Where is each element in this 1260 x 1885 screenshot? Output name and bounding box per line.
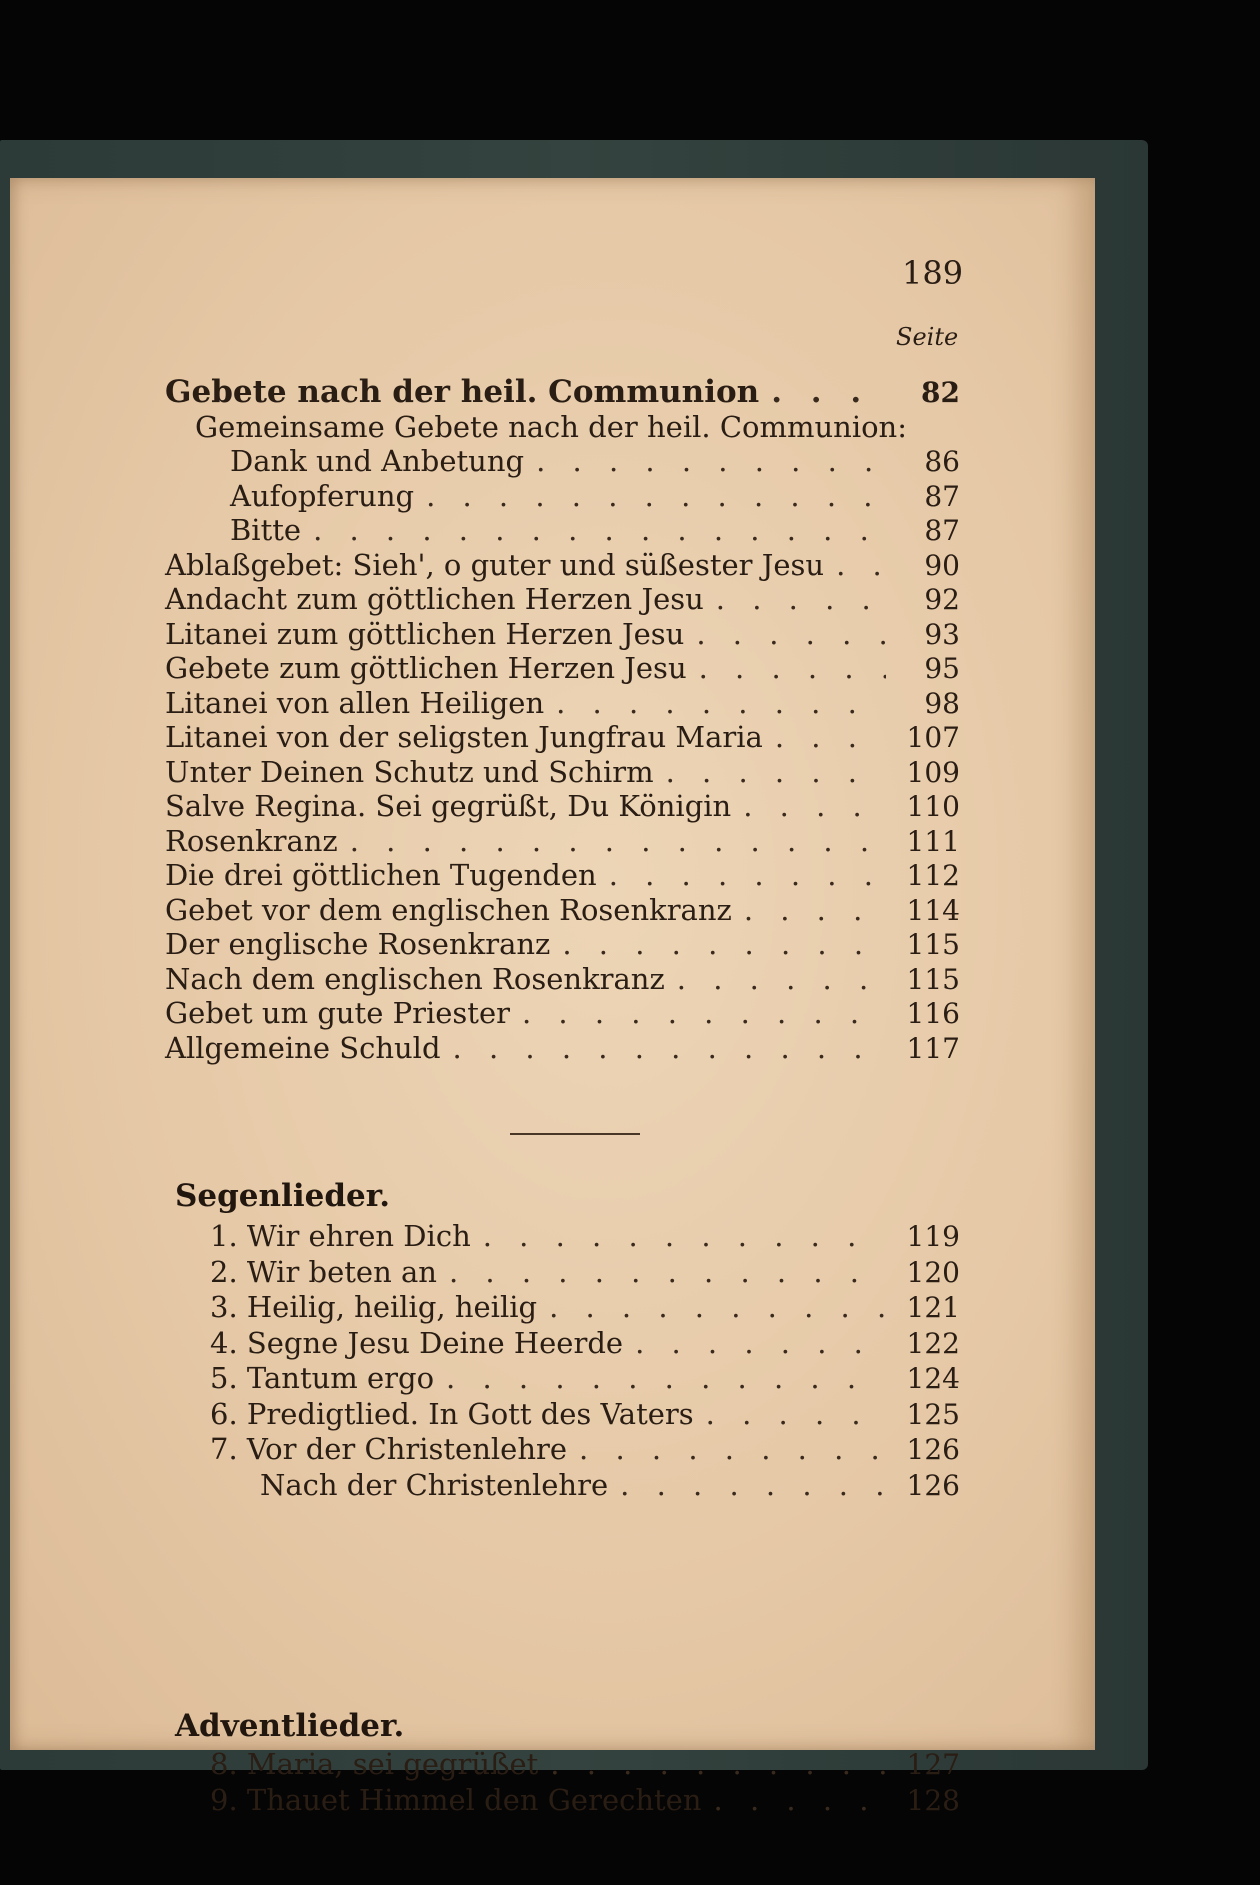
toc-entry-title: Ablaßgebet: Sieh', o guter und süßester Jesu xyxy=(165,547,825,582)
toc-entry xyxy=(210,1396,960,1432)
dot-leader xyxy=(620,1467,886,1503)
toc-entry-title: 9. Thauet Himmel den Gerechten xyxy=(210,1782,702,1817)
toc-entry xyxy=(210,1431,960,1467)
toc-entry xyxy=(165,823,960,859)
dot-leader xyxy=(836,547,886,583)
toc-entry-page: 114 xyxy=(906,893,960,927)
toc-entry xyxy=(165,650,960,686)
toc-entry-title: 1. Wir ehren Dich xyxy=(210,1219,471,1253)
toc-entry-title: Bitte xyxy=(230,513,302,547)
toc-entry-page: 127 xyxy=(906,1748,960,1781)
dot-leader xyxy=(483,1218,886,1254)
toc-entry-page: 117 xyxy=(906,1031,960,1065)
dot-leader xyxy=(743,788,886,824)
toc-entry-title: 2. Wir beten an xyxy=(210,1254,437,1289)
toc-entry-title: 7. Vor der Christenlehre xyxy=(210,1432,568,1466)
toc-entry xyxy=(210,1746,960,1782)
dot-leader xyxy=(550,1746,886,1782)
toc-entry-page: 110 xyxy=(906,790,960,823)
dot-leader xyxy=(666,754,886,790)
toc-entry xyxy=(165,374,960,410)
toc-entry-page: 107 xyxy=(906,721,960,754)
dot-leader xyxy=(706,1396,886,1432)
section-heading-segenlieder: Segenlieder. xyxy=(175,1178,391,1214)
dot-leader xyxy=(453,1030,886,1066)
toc-entry xyxy=(165,581,960,617)
toc-entry-page: 128 xyxy=(906,1783,960,1817)
toc-entry-page: 122 xyxy=(906,1326,960,1360)
dot-leader xyxy=(771,374,886,410)
toc-entry-title: 3. Heilig, heilig, heilig xyxy=(210,1290,538,1324)
toc-entry xyxy=(165,995,960,1031)
toc-entry xyxy=(230,478,960,514)
section-heading-adventlieder: Adventlieder. xyxy=(175,1708,405,1744)
toc-entry xyxy=(195,409,960,445)
toc-entry-title: 8. Maria, sei gegrüßet xyxy=(210,1747,539,1781)
toc-entry xyxy=(165,961,960,997)
toc-entry-page: 124 xyxy=(906,1362,960,1395)
toc-entry-page: 95 xyxy=(924,652,960,685)
toc-entry-title: Salve Regina. Sei gegrüßt, Du Königin xyxy=(165,789,732,823)
toc-entry-title: 4. Segne Jesu Deine Heerde xyxy=(210,1325,624,1360)
dot-leader xyxy=(449,1254,886,1290)
toc-entry-title: 6. Predigtlied. In Gott des Vaters xyxy=(210,1396,694,1431)
toc-entry-title: Gebet vor dem englischen Rosenkranz xyxy=(165,892,732,927)
toc-entry-page: 126 xyxy=(906,1468,960,1502)
toc-entry-page: 111 xyxy=(906,824,960,858)
dot-leader xyxy=(549,1289,886,1325)
toc-entry-title: Rosenkranz xyxy=(165,823,338,858)
section-divider xyxy=(510,1133,640,1135)
toc-entry xyxy=(165,685,960,721)
toc-entry-page: 90 xyxy=(924,548,960,582)
toc-entry-page: 125 xyxy=(906,1397,960,1431)
toc-entry-page: 98 xyxy=(924,686,960,720)
dot-leader xyxy=(556,685,886,721)
toc-entry xyxy=(165,547,960,583)
toc-entry-page: 93 xyxy=(924,617,960,651)
toc-entry xyxy=(165,892,960,928)
dot-leader xyxy=(714,1782,886,1818)
toc-entry xyxy=(165,719,960,755)
toc-entry-page: 126 xyxy=(906,1433,960,1466)
toc-entry-title: Gebet um gute Priester xyxy=(165,996,510,1030)
toc-entry-page: 87 xyxy=(924,479,960,513)
toc-entry xyxy=(210,1360,960,1396)
dot-leader xyxy=(635,1325,886,1361)
toc-entry xyxy=(260,1467,960,1503)
toc-entry-page: 109 xyxy=(906,755,960,789)
dot-leader xyxy=(536,443,886,479)
toc-entry-title: Die drei göttlichen Tugenden xyxy=(165,858,597,892)
toc-entry-title: Gebete zum göttlichen Herzen Jesu xyxy=(165,651,687,685)
toc-entry xyxy=(165,857,960,893)
toc-entry-page: 82 xyxy=(921,376,960,409)
toc-entry-title: Allgemeine Schuld xyxy=(165,1030,441,1065)
toc-entry xyxy=(165,754,960,790)
toc-entry-title: Litanei zum göttlichen Herzen Jesu xyxy=(165,616,685,651)
toc-entry-page: 115 xyxy=(906,962,960,996)
dot-leader xyxy=(426,478,886,514)
toc-entry-page: 115 xyxy=(906,928,960,961)
toc-entry xyxy=(230,512,960,548)
toc-entry-title: Andacht zum göttlichen Herzen Jesu xyxy=(165,582,704,616)
dot-leader xyxy=(744,892,886,928)
dot-leader xyxy=(609,857,886,893)
dot-leader xyxy=(775,719,886,755)
dot-leader xyxy=(579,1431,886,1467)
toc-entry-title: Unter Deinen Schutz und Schirm xyxy=(165,754,654,789)
toc-entry-title: 5. Tantum ergo xyxy=(210,1361,435,1395)
toc-entry xyxy=(165,926,960,962)
dot-leader xyxy=(716,581,886,617)
toc-entry-title: Gemeinsame Gebete nach der heil. Communion: xyxy=(195,409,908,444)
toc-entry-page: 120 xyxy=(906,1255,960,1289)
toc-entry-title: Litanei von der seligsten Jungfrau Maria xyxy=(165,720,763,754)
dot-leader xyxy=(446,1360,886,1396)
toc-entry xyxy=(165,616,960,652)
toc-entry-page: 116 xyxy=(906,997,960,1030)
toc-entry-title: Nach dem englischen Rosenkranz xyxy=(165,961,665,996)
toc-entry-title: Dank und Anbetung xyxy=(230,444,525,478)
dot-leader xyxy=(562,926,886,962)
toc-entry xyxy=(165,788,960,824)
toc-entry-page: 92 xyxy=(924,583,960,616)
book-page xyxy=(10,178,1095,1817)
toc-entry-title: Der englische Rosenkranz xyxy=(165,927,551,961)
dot-leader xyxy=(350,823,886,859)
toc-entry xyxy=(230,443,960,479)
page-number: 189 xyxy=(902,254,964,292)
toc-entry-page: 87 xyxy=(924,514,960,547)
dot-leader xyxy=(677,961,886,997)
toc-entry xyxy=(210,1218,960,1254)
toc-entry-title: Litanei von allen Heiligen xyxy=(165,685,545,720)
toc-entry-page: 121 xyxy=(906,1291,960,1324)
seite-column-label: Seite xyxy=(896,323,959,351)
toc-entry xyxy=(210,1254,960,1290)
toc-entry xyxy=(210,1782,960,1818)
dot-leader xyxy=(696,616,886,652)
toc-entry xyxy=(165,1030,960,1066)
toc-entry-title: Nach der Christenlehre xyxy=(260,1467,609,1502)
toc-entry-page: 119 xyxy=(906,1220,960,1253)
dot-leader xyxy=(699,650,886,686)
toc-entry-title: Gebete nach der heil. Communion xyxy=(165,374,760,410)
toc-entry xyxy=(210,1289,960,1325)
toc-entry-page: 86 xyxy=(924,445,960,478)
dot-leader xyxy=(313,512,886,548)
dot-leader xyxy=(522,995,886,1031)
toc-entry-title: Aufopferung xyxy=(230,478,415,513)
toc-entry xyxy=(210,1325,960,1361)
toc-entry-page: 112 xyxy=(906,859,960,892)
